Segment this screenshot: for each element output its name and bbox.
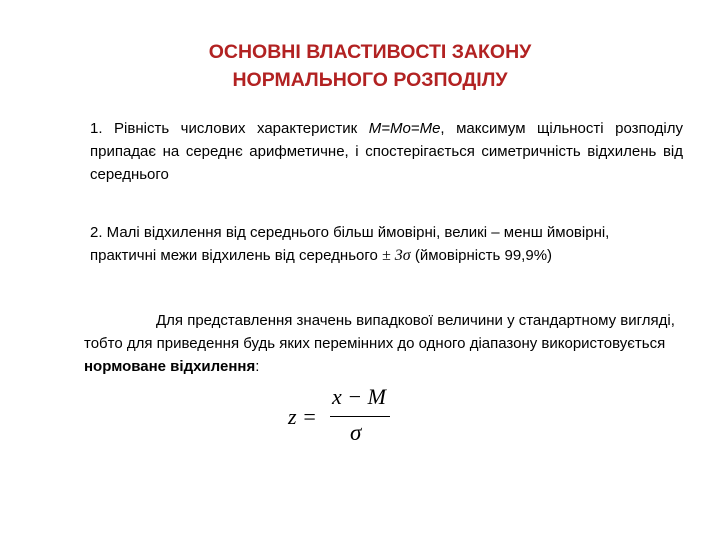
property-1-equation: М=Мо=Ме	[368, 120, 441, 137]
standardization-paragraph	[84, 309, 684, 378]
formula-numerator: x − M	[332, 384, 386, 409]
property-1-paragraph	[90, 117, 683, 186]
slide-title-line-2: НОРМАЛЬНОГО РОЗПОДІЛУ	[232, 69, 508, 91]
property-2-prefix: 2. Малі відхилення від середнього більш ймовірні, великі – менш ймовірні, практичні межи відхилень від середнього	[90, 224, 610, 264]
slide-title	[100, 38, 640, 94]
property-1-suffix: , максимум щільності розподілу припадає на середнє арифметичне, і спостерігається симетричність відхилень від середнього	[90, 120, 684, 183]
z-score-formula	[288, 384, 398, 454]
standardization-end: :	[255, 358, 260, 375]
property-1-prefix: 1. Рівність числових характеристик	[90, 120, 369, 137]
formula-denominator: σ	[350, 420, 362, 445]
standardization-term: нормоване відхилення	[84, 358, 256, 375]
slide-title-line-1: ОСНОВНІ ВЛАСТИВОСТІ ЗАКОНУ	[208, 41, 532, 63]
fraction-bar	[330, 416, 390, 417]
property-2-suffix: (ймовірність 99,9%)	[410, 247, 553, 264]
formula-lhs: z =	[288, 404, 317, 429]
standardization-text: Для представлення значень випадкової величини у стандартному вигляді, тобто для приведення будь яких перемінних до одного діапазону використовується	[84, 312, 675, 352]
property-2-paragraph	[90, 221, 670, 267]
property-2-range: ± 3σ	[382, 247, 411, 264]
